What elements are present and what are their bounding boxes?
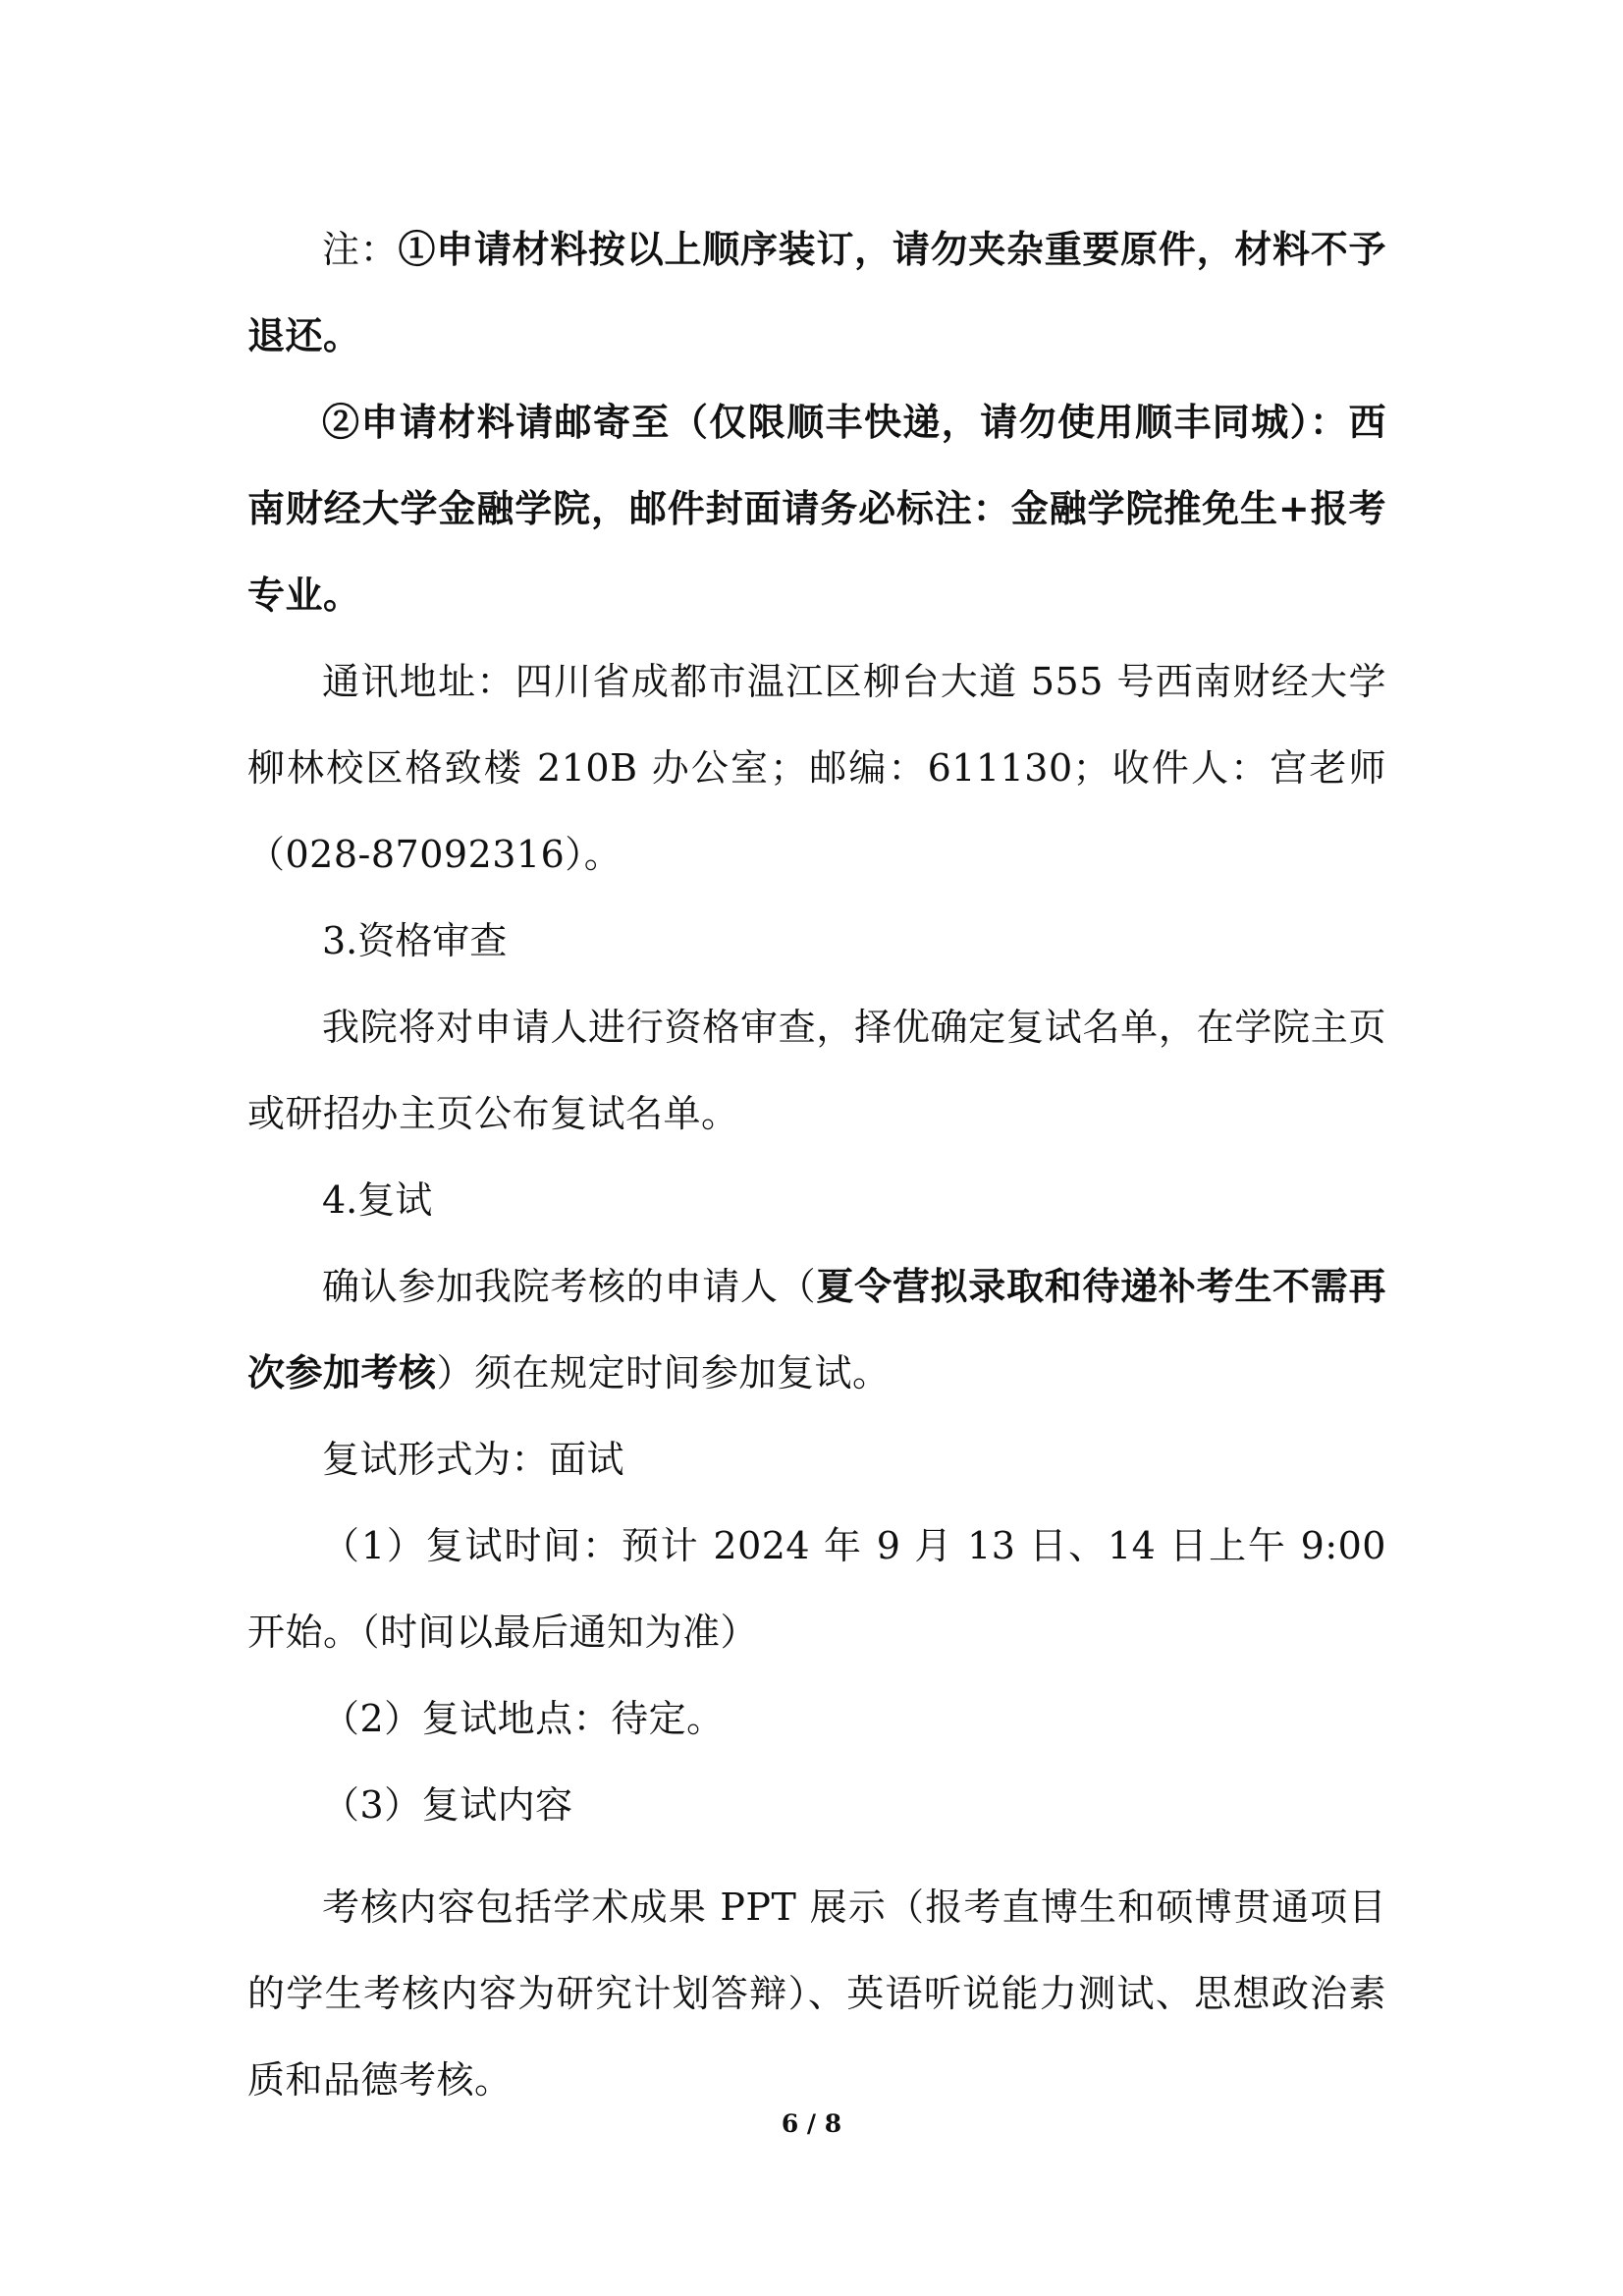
- note-paragraph-2: ②申请材料请邮寄至（仅限顺丰快递，请勿使用顺丰同城）：西南财经大学金融学院，邮件封面请务必标注：金融学院推免生+报考专业。: [247, 400, 1386, 617]
- document-page: [247, 206, 1386, 2123]
- interview-content-heading: （3）复试内容: [322, 1783, 573, 1827]
- section-3-heading: 3.资格审查: [322, 919, 508, 962]
- spacer: [247, 1848, 1386, 1864]
- interview-format: 复试形式为：面试: [322, 1438, 625, 1481]
- interview-location: （2）复试地点：待定。: [322, 1697, 725, 1740]
- intro-text-bold: 夏令营拟录取和待递补考生不需再次参加考核: [247, 1264, 1386, 1394]
- section-3-text: 我院将对申请人进行资格审查，择优确定复试名单，在学院主页或研招办主页公布复试名单。: [247, 1006, 1386, 1135]
- section-4-intro: [247, 1243, 1386, 1416]
- intro-text-before: 确认参加我院考核的申请人（: [322, 1265, 817, 1308]
- section-4-heading: 4.复试: [322, 1178, 433, 1222]
- interview-time: （1）复试时间：预计 2024 年 9 月 13 日、14 日上午 9:00 开始。（时间以最后通知为准）: [247, 1524, 1386, 1654]
- mailing-address: 通讯地址：四川省成都市温江区柳台大道 555 号西南财经大学柳林校区格致楼 210B 办公室；邮编：611130；收件人：宫老师（028-87092316）。: [247, 660, 1386, 876]
- note-label: 注：: [322, 228, 399, 271]
- note-paragraph-1: [247, 206, 1386, 379]
- interview-content-text: 考核内容包括学术成果 PPT 展示（报考直博生和硕博贯通项目的学生考核内容为研究计划答辩）、英语听说能力测试、思想政治素质和品德考核。: [247, 1886, 1386, 2102]
- note-item-1: ①申请材料按以上顺序装订，请勿夹杂重要原件，材料不予退还。: [247, 227, 1386, 357]
- page-number: 6 / 8: [781, 2109, 842, 2138]
- intro-text-after: ）须在规定时间参加复试。: [436, 1351, 891, 1394]
